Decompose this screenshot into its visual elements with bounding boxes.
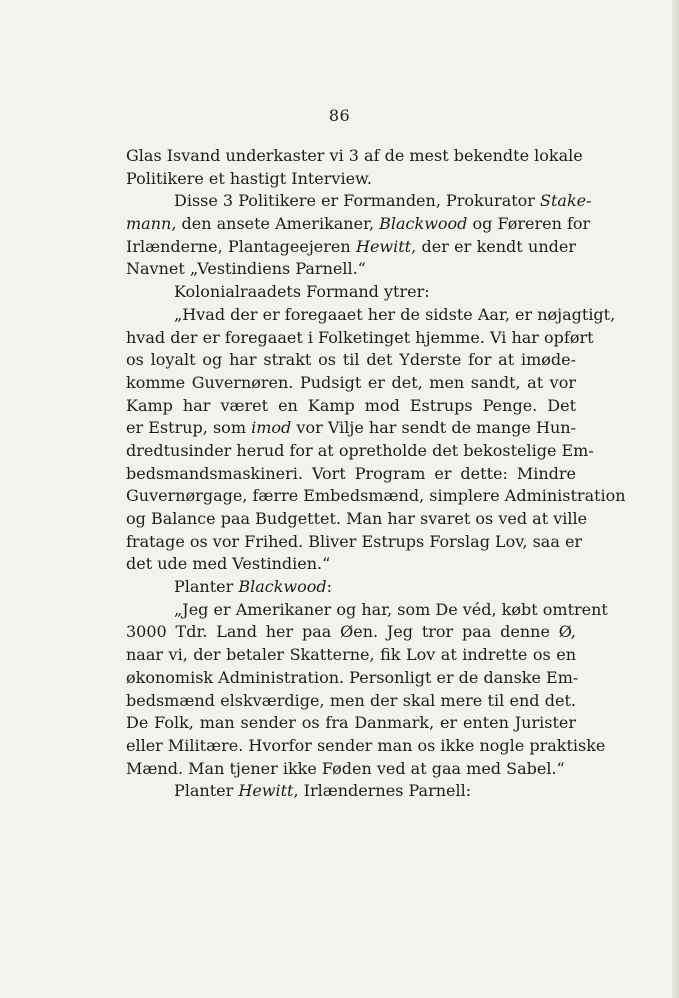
body-text <box>126 145 626 803</box>
text-run: Irlænderne, Plantageejeren <box>126 236 356 256</box>
italic-name: Blackwood <box>379 214 468 234</box>
text-run: og Balance paa Budgettet. Man har svaret os ved at ville <box>126 509 588 528</box>
text-line <box>126 780 576 803</box>
text-line <box>126 372 576 395</box>
text-line <box>126 644 576 667</box>
text-run: dredtusinder herud for at opretholde det bekostelige Em- <box>126 440 594 460</box>
text-run: Mænd. Man tjener ikke Føden ved at gaa med Sabel.“ <box>126 758 565 778</box>
text-line <box>126 621 576 644</box>
text-run: 3000 Tdr. Land her paa Øen. Jeg tror paa denne Ø, <box>126 622 576 642</box>
text-line <box>126 327 594 350</box>
text-run: eller Militære. Hvorfor sender man os ikke nogle praktiske <box>126 735 606 755</box>
text-run: bedsmænd elskværdige, men der skal mere til end det. <box>126 690 576 710</box>
text-run: „Hvad der er foregaaet her de sidste Aar, er nøjagtigt, <box>174 304 616 324</box>
text-run: : <box>326 577 333 597</box>
text-run: Navnet „Vestindiens Parnell.“ <box>126 259 366 279</box>
page-number: 86 <box>328 106 351 125</box>
italic-name: Hewitt <box>356 236 412 256</box>
text-run: økonomisk Administration. Personligt er de danske Em- <box>126 667 579 687</box>
text-line <box>126 758 576 781</box>
text-run: os loyalt og har strakt os til det Yderste for at imøde- <box>126 350 576 370</box>
italic-name: mann <box>126 214 172 234</box>
text-run: , der er kendt under <box>411 236 577 256</box>
text-line <box>126 508 588 531</box>
text-run: Glas Isvand underkaster vi 3 af de mest bekendte lokale <box>126 146 583 165</box>
text-line <box>126 463 576 486</box>
text-run: Disse 3 Politikere er Formanden, Prokurator <box>174 191 541 211</box>
text-run: vor Vilje har sendt de mange Hun- <box>291 418 576 438</box>
italic-name: Stake- <box>540 191 592 211</box>
italic-name: Hewitt <box>238 781 294 801</box>
page-edge <box>672 0 679 998</box>
text-run: Kolonialraadets Formand ytrer: <box>174 282 430 302</box>
text-run: er Estrup, som <box>126 418 252 438</box>
text-line <box>126 304 616 327</box>
text-run: De Folk, man sender os fra Danmark, er enten Jurister <box>126 713 576 733</box>
text-line <box>126 213 591 236</box>
text-line <box>126 576 576 599</box>
text-run: det ude med Vestindien.“ <box>126 554 331 574</box>
italic-name: Blackwood <box>238 577 327 597</box>
text-run: Planter <box>174 577 239 597</box>
text-line <box>126 417 576 440</box>
text-run: Kamp har været en Kamp mod Estrups Penge. Det <box>126 395 576 415</box>
text-run: , Irlændernes Parnell: <box>293 781 472 801</box>
text-run: „Jeg er Amerikaner og har, som De véd, købt omtrent <box>174 599 608 619</box>
text-run: fratage os vor Frihed. Bliver Estrups Forslag Lov, saa er <box>126 531 583 551</box>
text-line <box>126 667 579 690</box>
text-run: , den ansete Amerikaner, <box>171 214 380 234</box>
text-run: Guvernørgage, færre Embedsmænd, simplere Administration <box>126 486 626 506</box>
text-line <box>126 236 576 259</box>
text-run: bedsmandsmaskineri. Vort Program er dette: Mindre <box>126 463 576 483</box>
text-line <box>126 735 606 758</box>
text-line <box>126 440 594 463</box>
text-line <box>126 258 576 281</box>
text-run: komme Guvernøren. Pudsigt er det, men sandt, at vor <box>126 372 576 392</box>
italic-name: imod <box>251 418 292 438</box>
text-run: Planter <box>174 781 239 801</box>
text-line <box>126 395 576 418</box>
text-line <box>126 553 576 576</box>
text-line <box>126 599 608 622</box>
text-line <box>126 349 576 372</box>
text-line <box>126 712 576 735</box>
text-run: hvad der er foregaaet i Folketinget hjemme. Vi har opført <box>126 327 594 347</box>
text-line <box>126 531 583 554</box>
text-run: naar vi, der betaler Skatterne, fik Lov at indrette os en <box>126 645 576 665</box>
text-line <box>126 281 576 304</box>
text-run: og Føreren for <box>467 214 591 234</box>
text-line <box>126 690 576 713</box>
text-line <box>126 168 576 191</box>
text-line <box>126 485 626 508</box>
text-run: Politikere et hastigt Interview. <box>126 168 372 188</box>
text-line <box>126 145 583 168</box>
text-line <box>126 190 592 213</box>
